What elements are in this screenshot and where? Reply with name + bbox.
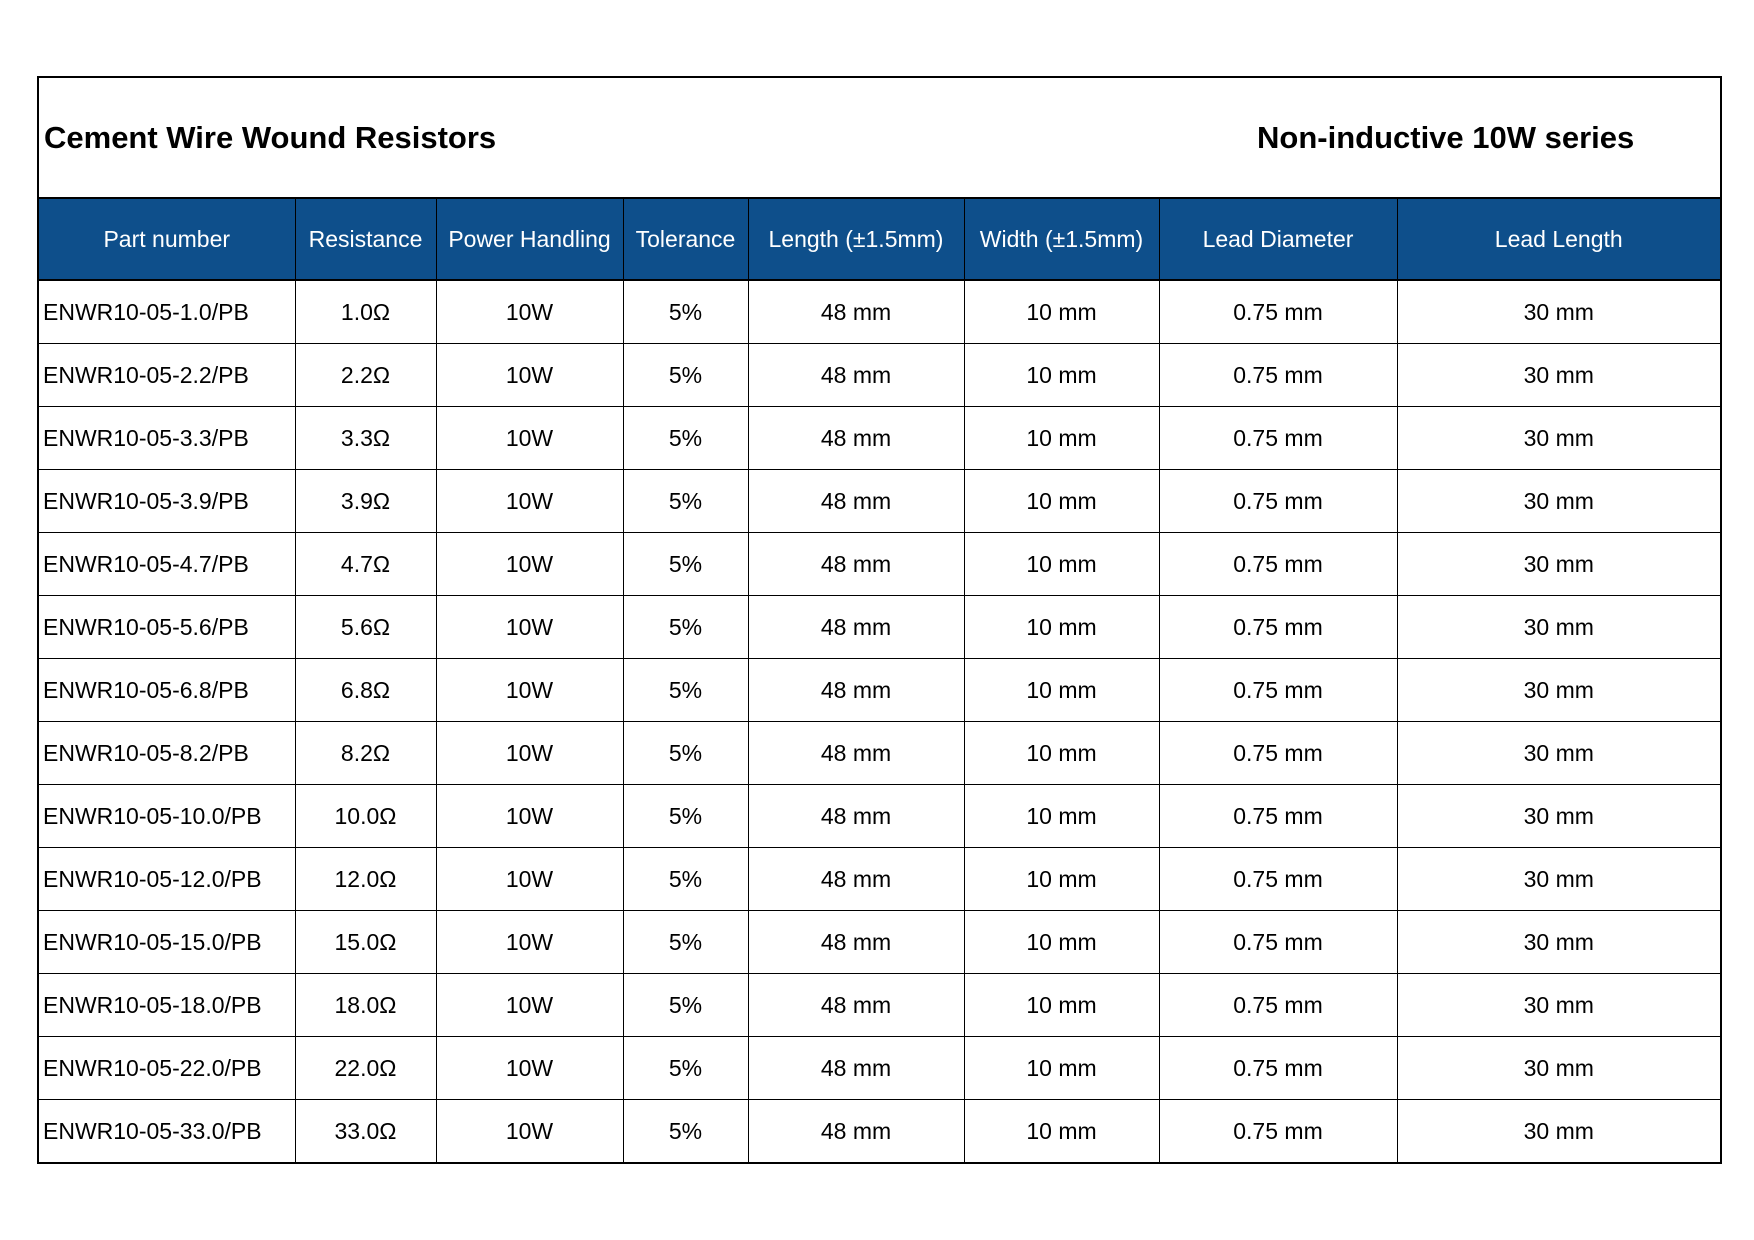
cell-lead-diameter: 0.75 mm — [1159, 470, 1397, 533]
cell-part-number: ENWR10-05-5.6/PB — [39, 596, 295, 659]
cell-resistance: 18.0Ω — [295, 974, 436, 1037]
cell-tolerance: 5% — [623, 280, 748, 344]
cell-length: 48 mm — [748, 407, 964, 470]
cell-lead-length: 30 mm — [1397, 280, 1720, 344]
cell-part-number: ENWR10-05-3.3/PB — [39, 407, 295, 470]
cell-power-handling: 10W — [436, 533, 623, 596]
cell-power-handling: 10W — [436, 596, 623, 659]
series-label: Non-inductive 10W series — [1257, 120, 1635, 155]
cell-width: 10 mm — [964, 533, 1159, 596]
cell-lead-length: 30 mm — [1397, 722, 1720, 785]
cell-tolerance: 5% — [623, 470, 748, 533]
column-header-part-number: Part number — [39, 198, 295, 280]
cell-lead-length: 30 mm — [1397, 785, 1720, 848]
cell-lead-diameter: 0.75 mm — [1159, 722, 1397, 785]
table-row — [39, 659, 1720, 722]
table-row — [39, 974, 1720, 1037]
cell-tolerance: 5% — [623, 596, 748, 659]
cell-lead-diameter: 0.75 mm — [1159, 533, 1397, 596]
cell-tolerance: 5% — [623, 659, 748, 722]
cell-length: 48 mm — [748, 1100, 964, 1163]
table-row — [39, 848, 1720, 911]
cell-width: 10 mm — [964, 280, 1159, 344]
cell-resistance: 4.7Ω — [295, 533, 436, 596]
cell-tolerance: 5% — [623, 974, 748, 1037]
cell-lead-length: 30 mm — [1397, 344, 1720, 407]
cell-tolerance: 5% — [623, 1100, 748, 1163]
cell-lead-diameter: 0.75 mm — [1159, 280, 1397, 344]
cell-lead-length: 30 mm — [1397, 596, 1720, 659]
table-row — [39, 344, 1720, 407]
cell-resistance: 33.0Ω — [295, 1100, 436, 1163]
cell-tolerance: 5% — [623, 344, 748, 407]
cell-width: 10 mm — [964, 1037, 1159, 1100]
cell-lead-diameter: 0.75 mm — [1159, 344, 1397, 407]
cell-length: 48 mm — [748, 1037, 964, 1100]
cell-length: 48 mm — [748, 722, 964, 785]
cell-power-handling: 10W — [436, 470, 623, 533]
cell-resistance: 12.0Ω — [295, 848, 436, 911]
cell-part-number: ENWR10-05-18.0/PB — [39, 974, 295, 1037]
cell-resistance: 3.3Ω — [295, 407, 436, 470]
cell-part-number: ENWR10-05-15.0/PB — [39, 911, 295, 974]
cell-tolerance: 5% — [623, 848, 748, 911]
cell-power-handling: 10W — [436, 722, 623, 785]
title-bar — [39, 78, 1720, 197]
cell-lead-diameter: 0.75 mm — [1159, 659, 1397, 722]
cell-part-number: ENWR10-05-10.0/PB — [39, 785, 295, 848]
cell-resistance: 3.9Ω — [295, 470, 436, 533]
table-row — [39, 470, 1720, 533]
cell-length: 48 mm — [748, 848, 964, 911]
cell-length: 48 mm — [748, 280, 964, 344]
table-row — [39, 722, 1720, 785]
cell-width: 10 mm — [964, 911, 1159, 974]
cell-width: 10 mm — [964, 974, 1159, 1037]
cell-lead-diameter: 0.75 mm — [1159, 785, 1397, 848]
cell-resistance: 22.0Ω — [295, 1037, 436, 1100]
cell-tolerance: 5% — [623, 722, 748, 785]
column-header-width: Width (±1.5mm) — [964, 198, 1159, 280]
cell-width: 10 mm — [964, 848, 1159, 911]
cell-power-handling: 10W — [436, 974, 623, 1037]
cell-lead-length: 30 mm — [1397, 659, 1720, 722]
cell-lead-length: 30 mm — [1397, 848, 1720, 911]
table-row — [39, 1037, 1720, 1100]
cell-lead-diameter: 0.75 mm — [1159, 1037, 1397, 1100]
cell-tolerance: 5% — [623, 407, 748, 470]
cell-power-handling: 10W — [436, 280, 623, 344]
cell-power-handling: 10W — [436, 848, 623, 911]
cell-part-number: ENWR10-05-2.2/PB — [39, 344, 295, 407]
cell-resistance: 8.2Ω — [295, 722, 436, 785]
cell-part-number: ENWR10-05-6.8/PB — [39, 659, 295, 722]
cell-length: 48 mm — [748, 470, 964, 533]
cell-lead-diameter: 0.75 mm — [1159, 407, 1397, 470]
cell-power-handling: 10W — [436, 1100, 623, 1163]
cell-power-handling: 10W — [436, 1037, 623, 1100]
cell-lead-length: 30 mm — [1397, 533, 1720, 596]
cell-lead-diameter: 0.75 mm — [1159, 848, 1397, 911]
cell-lead-diameter: 0.75 mm — [1159, 1100, 1397, 1163]
cell-power-handling: 10W — [436, 785, 623, 848]
cell-length: 48 mm — [748, 344, 964, 407]
cell-part-number: ENWR10-05-1.0/PB — [39, 280, 295, 344]
cell-length: 48 mm — [748, 785, 964, 848]
cell-lead-length: 30 mm — [1397, 407, 1720, 470]
table-row — [39, 911, 1720, 974]
cell-lead-length: 30 mm — [1397, 911, 1720, 974]
cell-resistance: 6.8Ω — [295, 659, 436, 722]
cell-width: 10 mm — [964, 659, 1159, 722]
table-row — [39, 407, 1720, 470]
cell-power-handling: 10W — [436, 344, 623, 407]
cell-lead-diameter: 0.75 mm — [1159, 974, 1397, 1037]
cell-tolerance: 5% — [623, 911, 748, 974]
cell-part-number: ENWR10-05-33.0/PB — [39, 1100, 295, 1163]
cell-part-number: ENWR10-05-12.0/PB — [39, 848, 295, 911]
document-title: Cement Wire Wound Resistors — [44, 120, 497, 155]
table-row — [39, 596, 1720, 659]
resistor-spec-table — [39, 197, 1720, 1162]
column-header-lead-diameter: Lead Diameter — [1159, 198, 1397, 280]
cell-power-handling: 10W — [436, 407, 623, 470]
cell-lead-length: 30 mm — [1397, 1037, 1720, 1100]
cell-tolerance: 5% — [623, 785, 748, 848]
table-row — [39, 533, 1720, 596]
table-row — [39, 785, 1720, 848]
column-header-length: Length (±1.5mm) — [748, 198, 964, 280]
cell-length: 48 mm — [748, 533, 964, 596]
cell-width: 10 mm — [964, 722, 1159, 785]
cell-length: 48 mm — [748, 911, 964, 974]
cell-tolerance: 5% — [623, 1037, 748, 1100]
cell-power-handling: 10W — [436, 659, 623, 722]
cell-part-number: ENWR10-05-3.9/PB — [39, 470, 295, 533]
cell-length: 48 mm — [748, 974, 964, 1037]
datasheet-table-frame — [37, 76, 1722, 1164]
cell-width: 10 mm — [964, 1100, 1159, 1163]
cell-tolerance: 5% — [623, 533, 748, 596]
cell-part-number: ENWR10-05-4.7/PB — [39, 533, 295, 596]
cell-width: 10 mm — [964, 785, 1159, 848]
cell-resistance: 15.0Ω — [295, 911, 436, 974]
cell-resistance: 1.0Ω — [295, 280, 436, 344]
column-header-tolerance: Tolerance — [623, 198, 748, 280]
cell-width: 10 mm — [964, 470, 1159, 533]
cell-lead-length: 30 mm — [1397, 470, 1720, 533]
cell-width: 10 mm — [964, 596, 1159, 659]
cell-lead-diameter: 0.75 mm — [1159, 911, 1397, 974]
cell-part-number: ENWR10-05-22.0/PB — [39, 1037, 295, 1100]
cell-resistance: 2.2Ω — [295, 344, 436, 407]
cell-resistance: 5.6Ω — [295, 596, 436, 659]
table-row — [39, 280, 1720, 344]
column-header-resistance: Resistance — [295, 198, 436, 280]
cell-part-number: ENWR10-05-8.2/PB — [39, 722, 295, 785]
column-header-lead-length: Lead Length — [1397, 198, 1720, 280]
table-header-row — [39, 198, 1720, 280]
cell-length: 48 mm — [748, 596, 964, 659]
cell-lead-diameter: 0.75 mm — [1159, 596, 1397, 659]
cell-resistance: 10.0Ω — [295, 785, 436, 848]
cell-width: 10 mm — [964, 407, 1159, 470]
cell-power-handling: 10W — [436, 911, 623, 974]
column-header-power-handling: Power Handling — [436, 198, 623, 280]
cell-length: 48 mm — [748, 659, 964, 722]
table-body — [39, 280, 1720, 1162]
cell-lead-length: 30 mm — [1397, 974, 1720, 1037]
cell-lead-length: 30 mm — [1523, 1117, 1594, 1144]
cell-width: 10 mm — [964, 344, 1159, 407]
table-row — [39, 1100, 1720, 1163]
